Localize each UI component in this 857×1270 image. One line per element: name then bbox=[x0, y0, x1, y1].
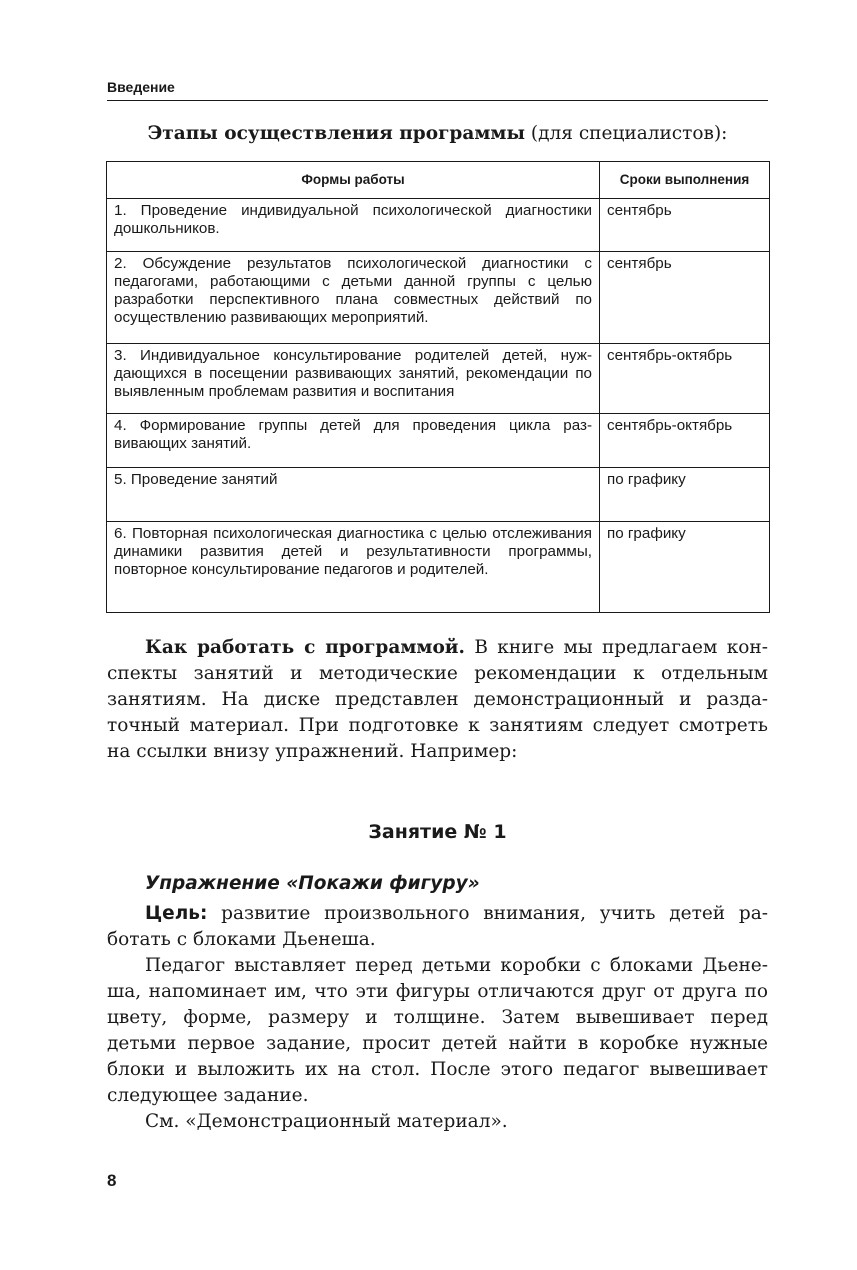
how-to-lead: Как работать с программой. bbox=[145, 637, 465, 658]
form-cell: 6. Повторная психологическая диагностика с целью отслеживания динамики развития детей и результативности программы, повторное консультирование педагогов и родителей. bbox=[107, 522, 600, 613]
table-row bbox=[107, 344, 770, 414]
term-cell: сентябрь-октябрь bbox=[600, 344, 770, 414]
table-row bbox=[107, 414, 770, 468]
table-row bbox=[107, 199, 770, 252]
running-head bbox=[107, 79, 768, 101]
how-to-text: В книге мы предлагаем конспекты занятий и методические рекомендации к отдельным занятиям. На диске представлен демонстрационный и раздаточный материал. При подготовке к занятиям следует смотреть на ссылки внизу упражнений. Например: bbox=[107, 637, 768, 762]
column-header-terms: Сроки выполнения bbox=[600, 162, 770, 199]
table-caption-bold: Этапы осуществления программы bbox=[147, 123, 526, 144]
term-cell: по графику bbox=[600, 522, 770, 613]
goal-paragraph bbox=[107, 901, 768, 953]
form-cell: 2. Обсуждение результатов психологической диагностики с педагогами, работающими с детьми данной группы с целью разработки перспективного плана совместных действий по осуществлению развивающих мероприятий. bbox=[107, 252, 600, 344]
column-header-forms: Формы работы bbox=[107, 162, 600, 199]
page-number: 8 bbox=[107, 1171, 117, 1190]
table-row bbox=[107, 252, 770, 344]
table-row bbox=[107, 522, 770, 613]
term-cell: сентябрь bbox=[600, 252, 770, 344]
term-cell: сентябрь bbox=[600, 199, 770, 252]
goal-text: развитие произвольного внимания, учить детей работать с блоками Дьенеша. bbox=[107, 903, 768, 950]
lesson-body bbox=[107, 901, 768, 1135]
section-title: Введение bbox=[107, 79, 175, 95]
term-cell: по графику bbox=[600, 468, 770, 522]
goal-label: Цель: bbox=[145, 903, 208, 924]
how-to-paragraph bbox=[107, 635, 768, 765]
term-cell: сентябрь-октябрь bbox=[600, 414, 770, 468]
form-cell: 4. Формирование группы детей для проведения цикла развивающих занятий. bbox=[107, 414, 600, 468]
procedure-paragraph: Педагог выставляет перед детьми коробки с блоками Дьенеша, напоминает им, что эти фигуры отличаются друг от друга по цвету, форме, размеру и толщине. Затем вывешивает перед детьми первое задание, просит детей найти в коробке нужные блоки и выложить их на стол. После этого педагог вывешивает следующее задание. bbox=[107, 955, 768, 1106]
exercise-title: Упражнение «Покажи фигуру» bbox=[145, 873, 480, 894]
form-cell: 5. Проведение занятий bbox=[107, 468, 600, 522]
lesson-title: Занятие № 1 bbox=[368, 821, 507, 843]
table-caption-rest: (для специалистов): bbox=[525, 123, 728, 144]
reference-paragraph: См. «Демонстрационный материал». bbox=[145, 1111, 508, 1132]
table-caption bbox=[107, 123, 768, 144]
form-cell: 3. Индивидуальное консультирование родителей детей, нуждающихся в посещении развивающих занятий, рекомендации по выявленным проблемам развития и воспитания bbox=[107, 344, 600, 414]
form-cell: 1. Проведение индивидуальной психологической диагностики дошкольников. bbox=[107, 199, 600, 252]
table-header-row bbox=[107, 162, 770, 199]
program-stages-table bbox=[106, 161, 770, 613]
table-row bbox=[107, 468, 770, 522]
